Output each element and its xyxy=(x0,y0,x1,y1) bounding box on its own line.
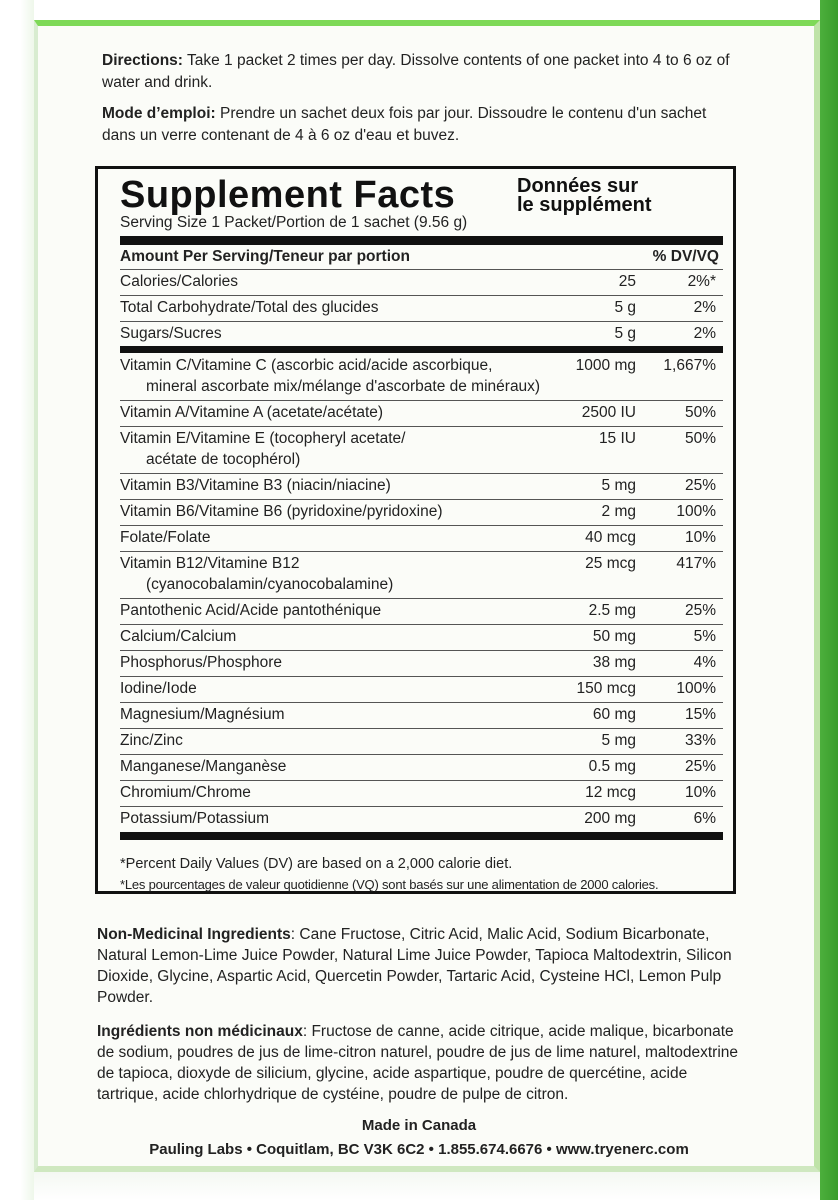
mode-emploi-label: Mode d’emploi: xyxy=(102,105,216,122)
nutrient-amount: 200 mg xyxy=(584,810,636,827)
divider-thick xyxy=(120,346,723,353)
nutrient-amount: 25 xyxy=(618,273,636,290)
made-in: Made in Canada xyxy=(361,1117,477,1134)
mode-emploi-text: Prendre un sachet deux fois par jour. Dissoudre le contenu d'un sachet dans un verre contenant de 4 à 6 oz d'eau et buvez. xyxy=(102,105,707,144)
left-margin xyxy=(0,0,34,1200)
divider-thick xyxy=(120,832,723,840)
footnote-fr: *Les pourcentages de valeur quotidienne (VQ) sont basés sur une alimentation de 2000 calories. xyxy=(120,877,659,892)
nutrient-dv: 2%* xyxy=(687,273,716,290)
nutrient-dv: 33% xyxy=(684,732,716,749)
serving-size: Serving Size 1 Packet/Portion de 1 sachet (9.56 g) xyxy=(120,214,468,231)
row-divider xyxy=(120,269,723,270)
nutrient-name: Magnesium/Magnésium xyxy=(120,706,285,723)
facts-title-fr-line1: Données sur xyxy=(517,175,639,197)
nutrient-amount: 12 mcg xyxy=(585,784,636,801)
row-divider xyxy=(120,702,723,703)
row-divider xyxy=(120,650,723,651)
company-line: Pauling Labs • Coquitlam, BC V3K 6C2 • 1.855.674.6676 • www.tryenerc.com xyxy=(149,1141,689,1158)
header-amount: Amount Per Serving/Teneur par portion xyxy=(120,248,410,265)
nutrient-dv: 50% xyxy=(684,404,716,421)
nutrient-dv: 417% xyxy=(676,555,716,572)
facts-title-fr-line2: le supplément xyxy=(517,194,652,216)
ingredients-en-text: : Cane Fructose, Citric Acid, Malic Acid, Sodium Bicarbonate, Natural Lemon-Lime Juice Powder, Natural Lime Juice Powder, Tapioca Maltodextrin, Silicon Dioxide, Glycine, Aspartic Acid, Quercetin Powder, Tartaric Acid, Cysteine HCl, Lemon Pulp Powder. xyxy=(97,926,732,1006)
green-box-edge xyxy=(820,0,838,1200)
nutrient-amount: 40 mcg xyxy=(585,529,636,546)
nutrient-name: Vitamin B3/Vitamine B3 (niacin/niacine) xyxy=(120,477,391,494)
nutrient-name: Sugars/Sucres xyxy=(120,325,222,342)
row-divider xyxy=(120,624,723,625)
row-divider xyxy=(120,295,723,296)
nutrient-amount: 25 mcg xyxy=(585,555,636,572)
nutrient-name-cont: acétate de tocophérol) xyxy=(146,451,301,468)
nutrient-amount: 60 mg xyxy=(592,706,636,723)
nutrient-name-cont: (cyanocobalamin/cyanocobalamine) xyxy=(146,576,394,593)
nutrient-name: Total Carbohydrate/Total des glucides xyxy=(120,299,379,316)
nutrient-name: Phosphorus/Phosphore xyxy=(120,654,283,671)
divider-thick xyxy=(120,236,723,245)
nutrient-name: Calories/Calories xyxy=(120,273,239,290)
row-divider xyxy=(120,780,723,781)
nutrient-dv: 10% xyxy=(684,529,716,546)
nutrient-dv: 15% xyxy=(684,706,716,723)
row-divider xyxy=(120,321,723,322)
ingredients-fr-text: : Fructose de canne, acide citrique, acide malique, bicarbonate de sodium, poudres de jus de lime-citron naturel, poudre de jus de lime naturel, maltodextrine de tapioca, dioxyde de silicium, glycine, acide aspartique, poudre de quercétine, acide tartrique, acide chlorhydrique de cystéine, poudre de pulpe de citron. xyxy=(97,1023,739,1103)
nutrient-amount: 5 g xyxy=(614,325,636,342)
nutrient-amount: 5 mg xyxy=(601,477,636,494)
ingredients-fr-label: Ingrédients non médicinaux xyxy=(97,1023,303,1040)
nutrient-name: Chromium/Chrome xyxy=(120,784,251,801)
nutrient-amount: 5 mg xyxy=(601,732,636,749)
row-divider xyxy=(120,499,723,500)
row-divider xyxy=(120,676,723,677)
nutrient-name: Zinc/Zinc xyxy=(120,732,183,749)
nutrient-dv: 25% xyxy=(684,477,716,494)
nutrient-amount: 38 mg xyxy=(592,654,636,671)
nutrient-dv: 10% xyxy=(684,784,716,801)
nutrient-dv: 100% xyxy=(676,680,716,697)
mode-emploi-paragraph xyxy=(102,103,742,147)
nutrient-amount: 50 mg xyxy=(592,628,636,645)
facts-title-row xyxy=(120,173,725,217)
nutrient-name: Vitamin B12/Vitamine B12 xyxy=(120,555,300,572)
ingredients-en-label: Non-Medicinal Ingredients xyxy=(97,926,291,943)
nutrient-name: Pantothenic Acid/Acide pantothénique xyxy=(120,602,382,619)
row-divider xyxy=(120,728,723,729)
nutrient-dv: 25% xyxy=(684,602,716,619)
nutrient-name: Calcium/Calcium xyxy=(120,628,237,645)
nutrient-name: Vitamin B6/Vitamine B6 (pyridoxine/pyridoxine) xyxy=(120,503,443,520)
nutrient-dv: 6% xyxy=(693,810,716,827)
nutrient-name: Folate/Folate xyxy=(120,529,211,546)
nutrient-dv: 2% xyxy=(693,325,716,342)
row-divider xyxy=(120,525,723,526)
row-divider xyxy=(120,426,723,427)
row-divider xyxy=(120,400,723,401)
bottom-edge xyxy=(34,1172,820,1200)
nutrient-dv: 25% xyxy=(684,758,716,775)
nutrient-name: Vitamin C/Vitamine C (ascorbic acid/acide ascorbique, xyxy=(120,357,493,374)
nutrient-amount: 5 g xyxy=(614,299,636,316)
nutrient-dv: 100% xyxy=(676,503,716,520)
directions-text: Take 1 packet 2 times per day. Dissolve contents of one packet into 4 to 6 oz of water and drink. xyxy=(102,52,730,91)
nutrient-name: Iodine/Iode xyxy=(120,680,197,697)
ingredients-en xyxy=(97,924,749,1008)
nutrient-name: Vitamin A/Vitamine A (acetate/acétate) xyxy=(120,404,384,421)
nutrient-name-cont: mineral ascorbate mix/mélange d'ascorbate de minéraux) xyxy=(146,378,541,395)
nutrient-name: Vitamin E/Vitamine E (tocopheryl acetate/ xyxy=(120,430,406,447)
nutrient-amount: 2500 IU xyxy=(581,404,636,421)
row-divider xyxy=(120,754,723,755)
facts-title-en: Supplement Facts xyxy=(120,174,456,216)
ingredients-fr xyxy=(97,1021,749,1105)
nutrient-dv: 1,667% xyxy=(663,357,716,374)
nutrient-name: Potassium/Potassium xyxy=(120,810,270,827)
row-divider xyxy=(120,473,723,474)
row-divider xyxy=(120,806,723,807)
facts-title-fr xyxy=(517,177,725,215)
nutrient-dv: 5% xyxy=(693,628,716,645)
nutrient-amount: 2.5 mg xyxy=(588,602,636,619)
nutrient-amount: 2 mg xyxy=(601,503,636,520)
nutrient-dv: 4% xyxy=(693,654,716,671)
row-divider xyxy=(120,598,723,599)
nutrient-amount: 1000 mg xyxy=(575,357,636,374)
nutrient-amount: 150 mcg xyxy=(576,680,636,697)
header-dv: % DV/VQ xyxy=(652,248,719,265)
nutrient-amount: 0.5 mg xyxy=(588,758,636,775)
nutrient-amount: 15 IU xyxy=(598,430,636,447)
supplement-facts-panel xyxy=(95,166,736,894)
nutrient-dv: 2% xyxy=(693,299,716,316)
nutrient-dv: 50% xyxy=(684,430,716,447)
nutrient-name: Manganese/Manganèse xyxy=(120,758,287,775)
directions-paragraph xyxy=(102,50,742,94)
row-divider xyxy=(120,551,723,552)
directions-label: Directions: xyxy=(102,52,183,69)
footnote-en: *Percent Daily Values (DV) are based on a 2,000 calorie diet. xyxy=(120,856,513,872)
